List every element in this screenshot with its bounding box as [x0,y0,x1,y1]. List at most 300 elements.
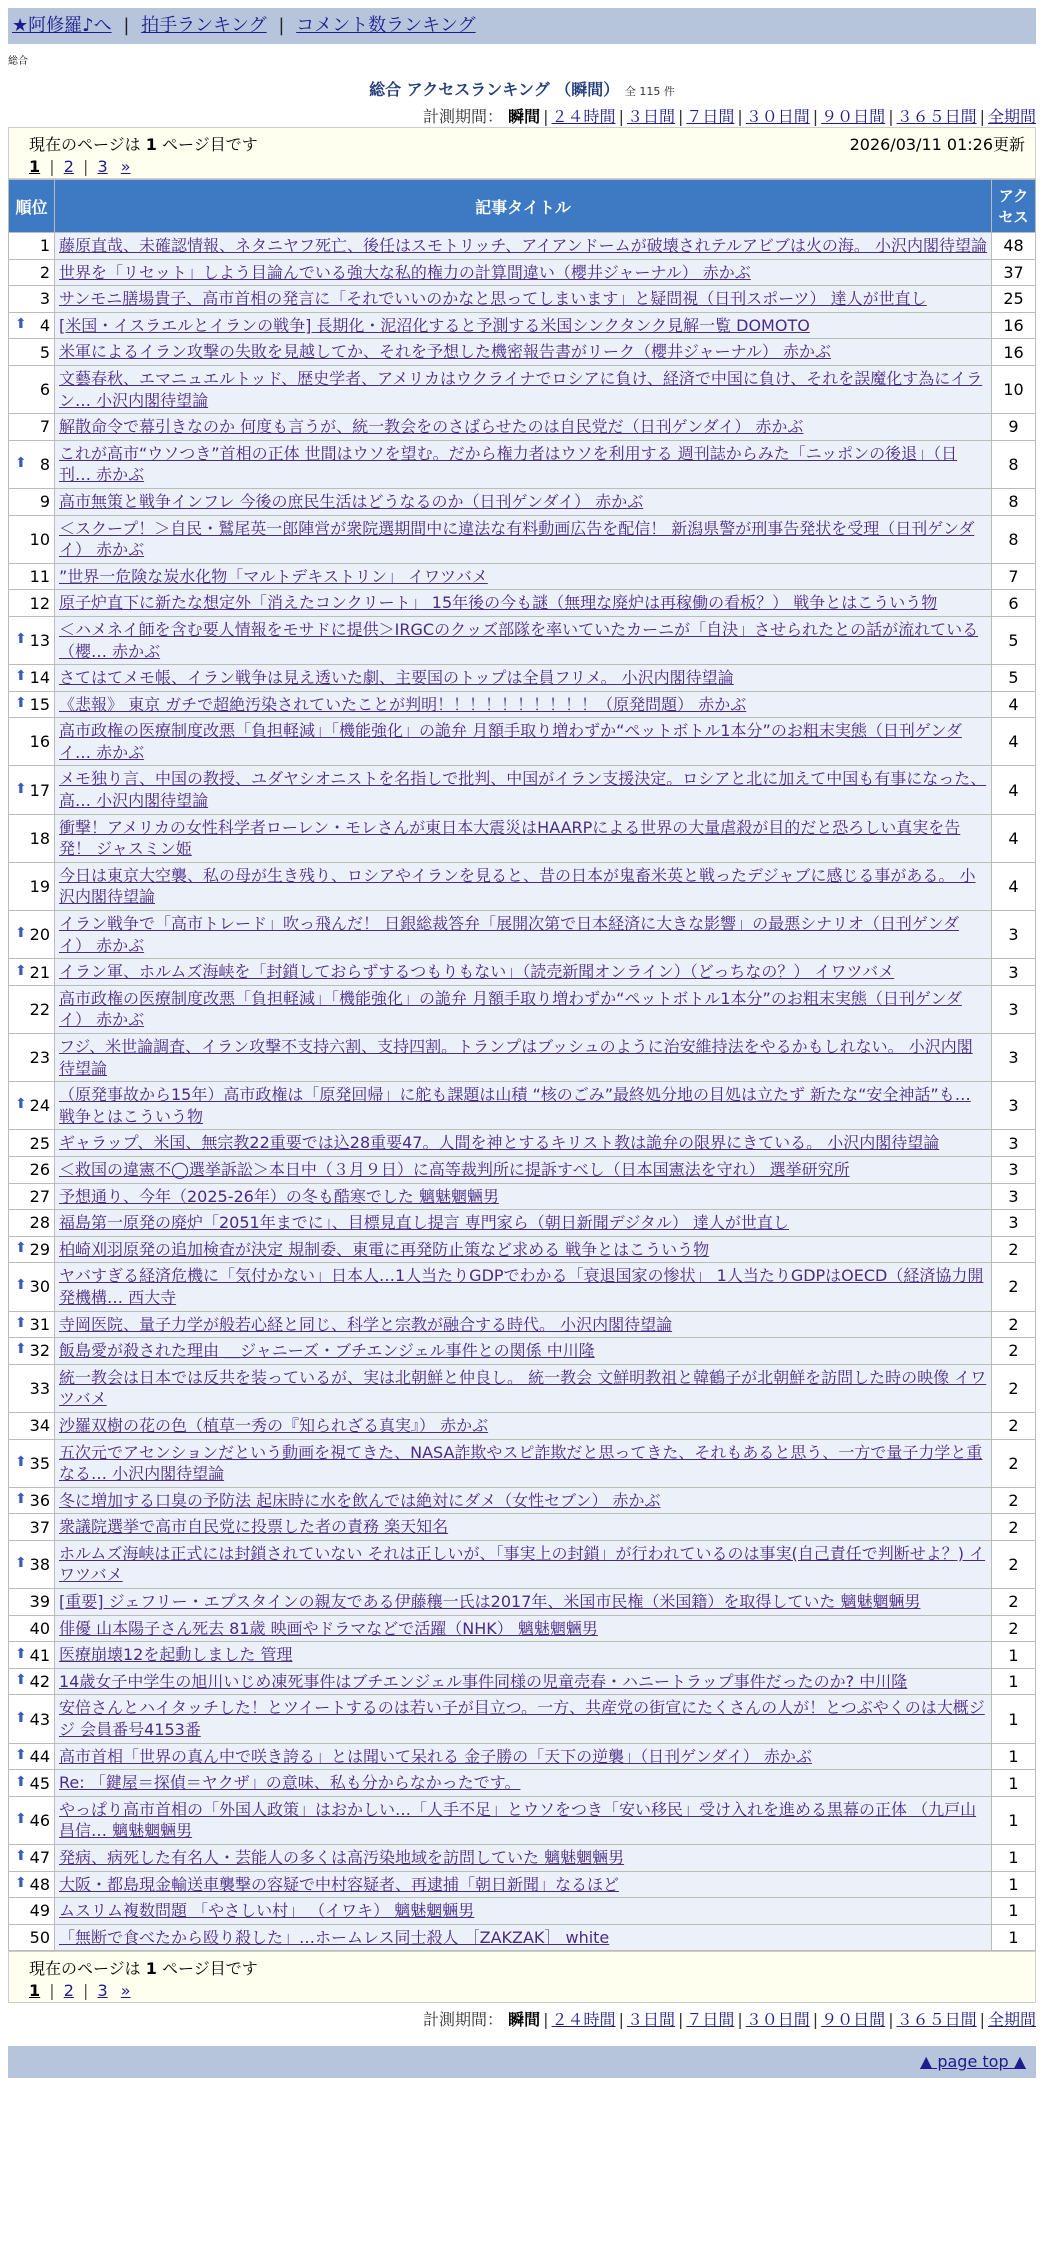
article-link[interactable]: （原発事故から15年）高市政権は「原発回帰」に舵も課題は山積 “核のごみ”最終処分地の目処は立たず 新たな“安全神話”も… 戦争とはこういう物 [59,1085,971,1126]
table-row [9,1439,1036,1487]
pager-current-page: 1 [29,1981,41,2001]
access-count: 3 [992,1183,1036,1210]
rank-number: 28 [29,1213,50,1233]
title-cell [55,563,992,590]
table-row [9,488,1036,515]
period-option[interactable]: ３６５日間 [896,2010,977,2030]
access-count: 16 [992,312,1036,339]
article-link[interactable]: 今日は東京大空襲、私の母が生き残り、ロシアやイランを見ると、昔の日本が鬼畜米英と戦ったデジャブに感じる事がある。 小沢内閣待望論 [59,865,976,907]
article-link[interactable]: 柏崎刈羽原発の追加検査が決定 規制委、東電に再発防止策など求める 戦争とはこういう物 [59,1239,710,1259]
title-cell [55,339,992,366]
rank-number: 19 [29,876,50,896]
article-link[interactable]: 藤原直哉、未確認情報、ネタニヤフ死亡、後任はスモトリッチ、アイアンドームが破壊されテルアビブは火の海。 小沢内閣待望論 [59,236,987,255]
article-link[interactable]: 「無断で食べたから殴り殺した」…ホームレス同士殺人 ［ZAKZAK］ white [59,1927,610,1947]
pager-current-page: 1 [29,157,41,176]
article-link[interactable]: 高市首相「世界の真ん中で咲き誇る」とは聞いて呆れる 金子勝の「天下の逆襲」（日刊ゲンダイ） 赤かぶ [59,1746,812,1766]
access-count: 3 [992,1034,1036,1082]
rank-up-arrow-icon: ⬆ [15,1746,27,1763]
period-option[interactable]: ３６５日間 [896,107,977,126]
rank-cell [9,590,55,617]
period-option[interactable]: ７日間 [686,2010,735,2030]
rank-cell [9,1770,55,1797]
title-cell [55,718,992,766]
rank-number: 50 [29,1928,50,1948]
pager-page-3[interactable]: 3 [97,157,108,176]
rank-cell [9,414,55,441]
article-link[interactable]: 高市政権の医療制度改悪「負担軽減」「機能強化」の詭弁 月額手取り増わずか“ペットボトル1本分”のお粗末実態（日刊ゲンダイ… 赤かぶ [59,721,962,762]
access-count: 25 [992,286,1036,313]
rank-cell [9,1668,55,1695]
article-link[interactable]: ヤバすぎる経済危機に「気付かない」日本人…1人当たりGDPでわかる「衰退国家の惨状」 1人当たりGDPはOECD（経済協力開発機構… 西大寺 [59,1266,984,1307]
rank-cell [9,1236,55,1263]
page-status [29,1956,1023,1979]
period-option: 瞬間 [508,2010,541,2030]
table-header-row [9,180,1036,233]
table-row [9,365,1036,413]
table-row [9,1642,1036,1669]
table-row [9,259,1036,286]
article-link[interactable]: 統一教会は日本では反共を装っているが、実は北朝鮮と仲良し。 統一教会 文鮮明教祖と韓鶴子が北朝鮮を訪問した時の映像 イワツバメ [59,1367,987,1409]
title-cell [55,1924,992,1951]
article-link[interactable]: さてはてメモ帳、イラン戦争は見え透いた劇、主要国のトップは全員フリメ。 小沢内閣待望論 [59,668,734,688]
updated-timestamp: 2026/03/11 01:26更新 [849,135,1025,154]
table-row [9,1082,1036,1130]
pager-page-2[interactable]: 2 [63,157,74,176]
period-option[interactable]: ３日間 [626,107,675,126]
period-separator: | [812,2010,819,2030]
page-status-number: 1 [145,1959,157,1979]
article-link[interactable]: [重要] ジェフリー・エプスタインの親友である伊藤穰一氏は2017年、米国市民権（米国籍）を取得していた 魑魅魍魎男 [59,1592,921,1612]
article-link[interactable]: やっぱり高市首相の「外国人政策」はおかしい…「人手不足」とウソをつき「安い移民」受け入れを進める黒幕の正体 （九戸山 昌信… 魑魅魍魎男 [59,1799,977,1841]
rank-number: 29 [29,1240,50,1260]
access-count: 1 [992,1743,1036,1770]
period-option[interactable]: ３日間 [626,2010,675,2030]
title-cell [55,1615,992,1642]
title-cell [55,1082,992,1130]
article-link[interactable]: 冬に増加する口臭の予防法 起床時に水を飲んでは絶対にダメ（女性セブン） 赤かぶ [59,1490,661,1510]
rank-number: 40 [29,1618,50,1638]
access-count: 5 [992,616,1036,664]
article-link[interactable]: ホルムズ海峡は正式には封鎖されていない それは正しいが、「事実上の封鎖」が行われているのは事実(自己責任で判断せよ？) イワツバメ [59,1543,986,1585]
rank-number: 4 [39,316,50,336]
page-status-number: 1 [145,135,157,154]
article-link[interactable]: 文藝春秋、エマニュエルトッド、歴史学者、アメリカはウクライナでロシアに負け、経済で中国に負け、それを誤魔化す為にイラン… 小沢内閣待望論 [59,368,983,410]
rank-number: 25 [29,1133,50,1153]
period-separator: | [677,107,684,126]
pager-separator: | [83,157,89,176]
access-count: 2 [992,1615,1036,1642]
rank-cell [9,1183,55,1210]
article-link[interactable]: 衆議院選挙で高市自民党に投票した者の責務 楽天知名 [59,1517,449,1537]
access-count: 2 [992,1338,1036,1365]
title-cell [55,1589,992,1616]
rank-up-arrow-icon: ⬆ [15,1848,27,1865]
nav-comment-ranking-link[interactable]: コメント数ランキング [296,15,476,36]
title-cell [55,691,992,718]
table-row [9,766,1036,814]
period-option[interactable]: ９０日間 [821,2010,886,2030]
table-row [9,814,1036,862]
table-row [9,718,1036,766]
rank-number: 7 [39,417,50,437]
period-option[interactable]: ２４時間 [551,2010,616,2030]
period-separator: | [543,107,549,126]
rank-up-arrow-icon: ⬆ [15,1874,27,1891]
rank-cell [9,1615,55,1642]
title-cell [55,259,992,286]
title-cell [55,233,992,260]
rank-number: 35 [29,1453,50,1473]
rank-cell [9,1845,55,1872]
rank-number: 13 [29,631,50,650]
rank-number: 17 [29,780,50,800]
article-link[interactable]: 予想通り、今年（2025-26年）の冬も酷寒でした 魑魅魍魎男 [59,1186,499,1206]
rank-cell [9,911,55,959]
rank-up-arrow-icon: ⬆ [15,694,27,711]
period-separator: | [979,2010,985,2030]
table-row [9,911,1036,959]
rank-number: 42 [29,1672,50,1692]
table-row [9,1770,1036,1797]
access-count: 3 [992,911,1036,959]
period-option[interactable]: ２４時間 [551,107,616,126]
access-count: 2 [992,1589,1036,1616]
header-rank: 順位 [9,180,55,233]
title-cell [55,1311,992,1338]
title-cell [55,1183,992,1210]
access-count: 3 [992,1130,1036,1157]
rank-cell [9,1156,55,1183]
access-count: 1 [992,1924,1036,1951]
access-count: 3 [992,1210,1036,1237]
pager-separator: | [49,157,55,176]
rank-up-arrow-icon: ⬆ [15,925,27,942]
rank-cell [9,365,55,413]
access-count: 1 [992,1642,1036,1669]
access-count: 37 [992,259,1036,286]
table-row [9,1183,1036,1210]
category-label: 総合 [8,56,28,67]
article-link[interactable]: ギャラップ、米国、無宗教22重要では込28重要47。人間を神とするキリスト教は詭弁の限界にきている。 小沢内閣待望論 [59,1133,940,1153]
article-link[interactable]: メモ独り言、中国の教授、ユダヤシオニストを名指しで批判、中国がイラン支援決定。ロシアと北に加えて中国も有事になった、高… 小沢内閣待望論 [59,769,987,811]
title-cell [55,440,992,488]
access-count: 4 [992,814,1036,862]
article-link[interactable]: 寺岡医院、量子力学が般若心経と同じ、科学と宗教が融合する時代。 小沢内閣待望論 [59,1314,673,1334]
rank-up-arrow-icon: ⬆ [15,1490,27,1507]
rank-number: 21 [29,962,50,982]
access-count: 3 [992,1156,1036,1183]
title-cell [55,1487,992,1514]
access-count: 2 [992,1540,1036,1588]
table-row [9,1487,1036,1514]
title-cell [55,414,992,441]
article-link[interactable]: 俳優 山本陽子さん死去 81歳 映画やドラマなどで活躍（NHK） 魑魅魍魎男 [59,1618,598,1638]
access-count: 4 [992,691,1036,718]
rank-up-arrow-icon: ⬆ [15,1810,27,1827]
rank-cell [9,1338,55,1365]
title-cell [55,1695,992,1743]
rank-number: 3 [39,289,50,309]
rank-number: 1 [39,236,50,256]
period-separator: | [812,107,819,126]
rank-cell [9,563,55,590]
rank-up-arrow-icon: ⬆ [15,668,27,685]
rank-up-arrow-icon: ⬆ [15,1314,27,1331]
article-link[interactable]: 世界を「リセット」しよう目論んでいる強大な私的権力の計算間違い（櫻井ジャーナル） 赤かぶ [59,262,751,282]
page-status-box-bottom [8,1951,1036,2003]
table-row [9,1796,1036,1844]
table-row [9,286,1036,313]
period-option[interactable]: ３０日間 [745,2010,810,2030]
title-cell [55,1770,992,1797]
title-cell [55,1743,992,1770]
article-link[interactable]: 五次元でアセンションだという動画を視てきた、NASA詐欺やスピ詐欺だと思ってきた、それもあると思う、一方で量子力学と重なる… 小沢内閣待望論 [59,1442,983,1484]
period-selector-bottom [0,2007,1036,2030]
access-count: 2 [992,1412,1036,1439]
rank-number: 47 [29,1848,50,1868]
rank-number: 36 [29,1490,50,1510]
article-link[interactable]: 大阪・都島現金輸送車襲撃の容疑で中村容疑者、再逮捕「朝日新聞」なるほど [59,1874,620,1894]
table-row [9,563,1036,590]
rank-cell [9,718,55,766]
table-row [9,1540,1036,1588]
table-row [9,515,1036,563]
rank-number: 14 [29,668,50,688]
title-cell [55,1236,992,1263]
pager-next[interactable]: » [120,1981,131,2001]
article-link[interactable]: 高市無策と戦争インフレ 今後の庶民生活はどうなるのか（日刊ゲンダイ） 赤かぶ [59,491,644,511]
nav-separator: | [278,15,285,36]
period-separator: | [737,2010,743,2030]
title-cell [55,1796,992,1844]
article-link[interactable]: 飯島愛が殺された理由 ＿ジャニーズ・ブチエンジェル事件との関係 中川隆 [59,1341,595,1361]
rank-cell [9,1540,55,1588]
rank-number: 38 [29,1554,50,1574]
rank-number: 15 [29,694,50,714]
rank-cell [9,1514,55,1541]
rank-up-arrow-icon: ⬆ [15,1453,27,1470]
table-row [9,1845,1036,1872]
nav-applause-ranking-link[interactable]: 拍手ランキング [141,15,267,36]
rank-cell [9,1263,55,1311]
period-separator: | [737,107,743,126]
article-link[interactable]: 原子炉直下に新たな想定外「消えたコンクリート」 15年後の今も謎（無理な廃炉は再稼働の看板？） 戦争とはこういう物 [59,593,938,613]
rank-cell [9,1364,55,1412]
article-link[interactable]: 医療崩壊12を起動しました 管理 [59,1645,293,1665]
rank-cell [9,440,55,488]
access-count: 8 [992,515,1036,563]
period-option[interactable]: ７日間 [686,107,735,126]
page-status-box [8,127,1036,179]
access-count: 3 [992,959,1036,986]
rank-up-arrow-icon: ⬆ [15,1672,27,1689]
ranking-title: 総合 アクセスランキング （瞬間） [369,80,620,99]
access-count: 3 [992,1082,1036,1130]
rank-number: 48 [29,1874,50,1894]
article-link[interactable]: ”世界一危険な炭水化物「マルトデキストリン」 イワツバメ [59,566,488,586]
article-link[interactable]: フジ、米世論調査、イラン攻撃不支持六割、支持四割。トランプはブッシュのように治安維持法をやるかもしれない。 小沢内閣待望論 [59,1037,973,1078]
pager [29,1981,1023,2000]
access-count: 4 [992,862,1036,910]
period-option[interactable]: 全期間 [987,107,1036,126]
rank-up-arrow-icon: ⬆ [15,1341,27,1358]
title-cell [55,1034,992,1082]
period-option: 瞬間 [508,107,541,126]
title-cell [55,1514,992,1541]
rank-number: 33 [29,1378,50,1398]
rank-cell [9,515,55,563]
pager-page-2[interactable]: 2 [63,1981,74,2001]
article-link[interactable]: ＜ハメネイ師を含む要人情報をモサドに提供＞IRGCのクッズ部隊を率いていたカーニが「自決」させられたとの話が流れている（櫻… 赤かぶ [59,619,979,661]
period-separator: | [979,107,985,126]
table-row [9,440,1036,488]
article-link[interactable]: Re: 「鍵屋＝探偵＝ヤクザ」の意味、私も分からなかったです。 [59,1773,521,1793]
page-top-link[interactable]: ▲ page top ▲ [919,2052,1026,2072]
rank-number: 46 [29,1810,50,1830]
rank-cell [9,259,55,286]
article-link[interactable]: [米国・イスラエルとイランの戦争] 長期化・泥沼化すると予測する米国シンクタンク見解一覧 DOMOTO [59,315,810,335]
rank-up-arrow-icon: ⬆ [15,1096,27,1113]
rank-number: 5 [39,342,50,362]
rank-up-arrow-icon: ⬆ [15,1709,27,1726]
period-separator: | [543,2010,549,2030]
access-count: 2 [992,1487,1036,1514]
access-count: 1 [992,1871,1036,1898]
period-separator: | [618,2010,624,2030]
page-status-prefix: 現在のページは [29,135,141,154]
article-link[interactable]: 高市政権の医療制度改悪「負担軽減」「機能強化」の詭弁 月額手取り増わずか“ペットボトル1本分”のお粗末実態（日刊ゲンダイ） 赤かぶ [59,988,962,1030]
rank-cell [9,814,55,862]
table-row [9,1311,1036,1338]
table-row [9,1130,1036,1157]
article-link[interactable]: 14歳女子中学生の旭川いじめ凍死事件はブチエンジェル事件同様の児童売春・ハニートラップ事件だったのか? 中川隆 [59,1671,908,1691]
rank-cell [9,233,55,260]
table-row [9,1695,1036,1743]
rank-cell [9,1130,55,1157]
access-count: 1 [992,1796,1036,1844]
article-link[interactable]: 解散命令で幕引きなのか 何度も言うが、統一教会をのさばらせたのは自民党だ（日刊ゲンダイ） 赤かぶ [59,417,804,437]
rank-cell [9,1924,55,1951]
article-link[interactable]: これが高市“ウソつき”首相の正体 世間はウソを望む。だから権力者はウソを利用する 週刊誌からみた「ニッポンの後退」（日刊… 赤かぶ [59,443,958,485]
article-link[interactable]: 米軍によるイラン攻撃の失敗を見越してか、それを予想した機密報告書がリーク（櫻井ジャーナル） 赤かぶ [59,342,831,362]
table-row [9,1338,1036,1365]
title-cell [55,312,992,339]
rank-cell [9,1898,55,1925]
page-status-suffix: ページ目です [162,135,258,154]
access-count: 1 [992,1695,1036,1743]
article-link[interactable]: イラン戦争で「高市トレード」吹っ飛んだ！ 日銀総裁答弁「展開次第で日本経済に大きな影響」の最悪シナリオ（日刊ゲンダイ） 赤かぶ [59,914,959,955]
pager-page-3[interactable]: 3 [97,1981,108,2001]
rank-number: 41 [29,1645,50,1665]
access-count: 2 [992,1236,1036,1263]
title-cell [55,959,992,986]
access-count: 4 [992,766,1036,814]
table-row [9,691,1036,718]
access-count: 2 [992,1439,1036,1487]
rank-cell [9,1695,55,1743]
title-cell [55,862,992,910]
rank-number: 30 [29,1277,50,1297]
nav-home-link[interactable]: ★阿修羅♪へ [12,15,112,36]
article-link[interactable]: 沙羅双樹の花の色（植草一秀の『知られざる真実』） 赤かぶ [59,1415,489,1435]
rank-number: 6 [39,380,50,400]
period-option[interactable]: ９０日間 [821,107,886,126]
access-count: 2 [992,1311,1036,1338]
rank-cell [9,1034,55,1082]
table-row [9,1668,1036,1695]
title-cell [55,1439,992,1487]
rank-number: 11 [29,567,50,587]
period-label: 計測期間： [423,2010,504,2030]
access-count: 4 [992,718,1036,766]
rank-number: 10 [29,529,50,549]
rank-number: 26 [29,1160,50,1180]
period-separator: | [677,2010,684,2030]
table-row [9,862,1036,910]
rank-cell [9,1412,55,1439]
rank-cell [9,488,55,515]
article-link[interactable]: ＜スクープ！＞自民・鷲尾英一郎陣営が衆院選期間中に違法な有料動画広告を配信！ 新潟県警が刑事告発状を受理（日刊ゲンダイ） 赤かぶ [59,518,975,560]
article-link[interactable]: 衝撃！アメリカの女性科学者ローレン・モレさんが東日本大震災はHAARPによる世界の大量虐殺が目的だと恐ろしい真実を告発！ ジャスミン姫 [59,817,961,859]
rank-up-arrow-icon: ⬆ [15,316,27,333]
title-cell [55,1263,992,1311]
access-count: 7 [992,563,1036,590]
article-link[interactable]: 安倍さんとハイタッチした！とツイートするのは若い子が目立つ。一方、共産党の街宣にたくさんの人が！とつぶやくのは大概ジジ 会員番号4153番 [59,1698,985,1740]
rank-up-arrow-icon: ⬆ [15,454,27,471]
title-cell [55,1338,992,1365]
access-count: 8 [992,488,1036,515]
rank-cell [9,959,55,986]
period-option[interactable]: 全期間 [987,2010,1036,2030]
rank-number: 39 [29,1592,50,1612]
table-row [9,414,1036,441]
title-cell [55,985,992,1033]
article-link[interactable]: 発病、病死した有名人・芸能人の多くは高汚染地域を訪問していた 魑魅魍魎男 [59,1848,625,1867]
article-link[interactable]: ムスリム複数問題 「やさしい村」 （イワキ） 魑魅魍魎男 [59,1901,475,1921]
table-row [9,312,1036,339]
rank-number: 20 [29,925,50,945]
article-link[interactable]: 《悲報》 東京 ガチで超絶汚染されていたことが判明！！！！！！！！！！（原発問題） 赤かぶ [59,694,747,714]
access-count: 9 [992,414,1036,441]
pager-separator: | [49,1981,55,2001]
rank-cell [9,1743,55,1770]
rank-number: 27 [29,1186,50,1206]
rank-cell [9,1642,55,1669]
article-link[interactable]: ＜救国の違憲不◯選挙訴訟＞本日中（３月９日）に高等裁判所に提訴すべし（日本国憲法を守れ） 選挙研究所 [59,1159,850,1179]
article-link[interactable]: イラン軍、ホルムズ海峡を「封鎖しておらずするつもりもない」（読売新聞オンライン）（どっちなの？） イワツバメ [59,962,895,982]
table-row [9,616,1036,664]
title-cell [55,1156,992,1183]
rank-number: 18 [29,828,50,848]
pager-next[interactable]: » [120,157,131,176]
rank-cell [9,616,55,664]
rank-up-arrow-icon: ⬆ [15,631,27,647]
title-cell [55,814,992,862]
title-cell [55,515,992,563]
access-count: 48 [992,233,1036,260]
table-row [9,1034,1036,1082]
rank-up-arrow-icon: ⬆ [15,1554,27,1571]
article-link[interactable]: 福島第一原発の廃炉「2051年までに」、目標見直し提言 専門家ら（朝日新聞デジタル） 達人が世直し [59,1213,789,1233]
rank-cell [9,1311,55,1338]
table-row [9,959,1036,986]
pager-separator: | [83,1981,89,2001]
table-row [9,1514,1036,1541]
period-option[interactable]: ３０日間 [745,107,810,126]
table-row [9,1871,1036,1898]
article-link[interactable]: サンモニ膳場貴子、高市首相の発言に「それでいいのかなと思ってしまいます」と疑問視（日刊スポーツ） 達人が世直し [59,289,927,309]
period-separator: | [618,107,624,126]
